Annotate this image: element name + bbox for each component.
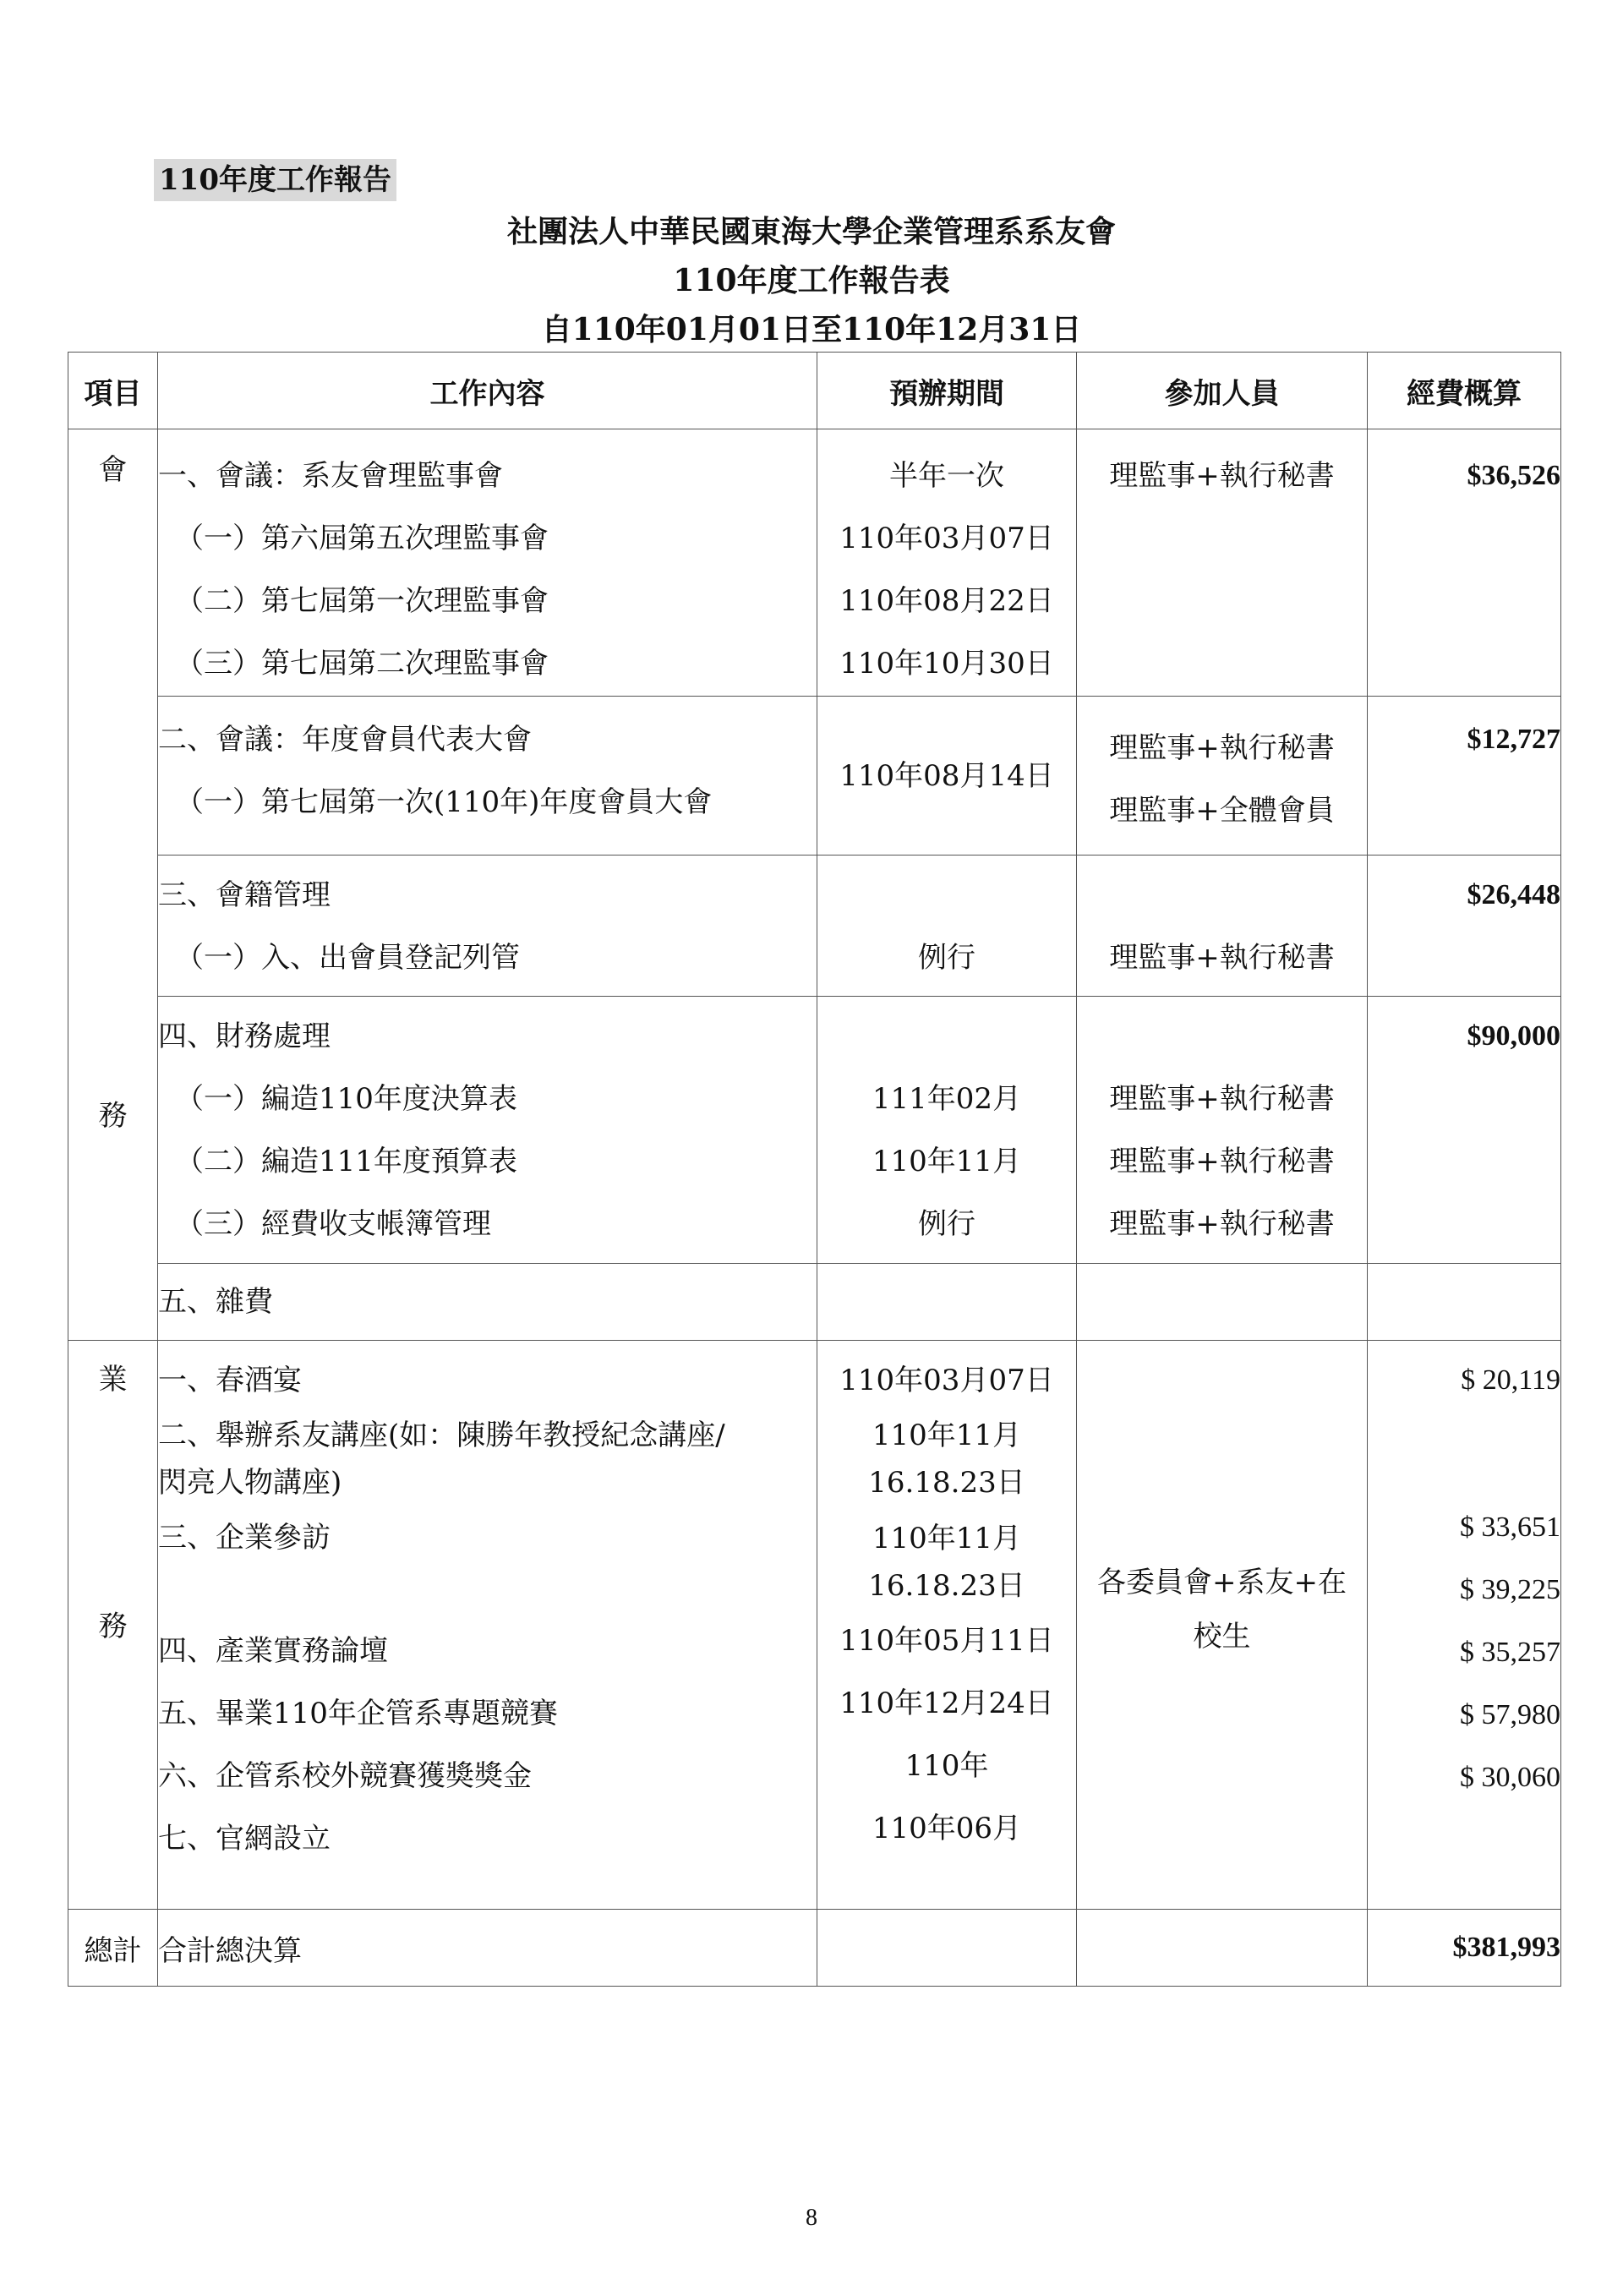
budget-amount: $ 39,225 [1460, 1574, 1560, 1605]
content-line: 五、畢業110年企管系專題競賽 [158, 1697, 558, 1730]
period-cell [817, 1910, 1077, 1987]
total-amount: $381,993 [1452, 1932, 1560, 1963]
category-char: 業 [98, 1363, 128, 1397]
org-title: 社團法人中華民國東海大學企業管理系系友會 [506, 214, 1116, 249]
content-line: 二、會議：年度會員代表大會 [158, 723, 532, 757]
report-period: 自110年01月01日至110年12月31日 [541, 312, 1082, 347]
total-label-cell [68, 1910, 158, 1987]
period-line: 110年08月22日 [839, 584, 1054, 618]
participants-line: 理監事+執行秘書 [1109, 731, 1335, 765]
period-line: 例行 [918, 941, 975, 975]
total-category: 總計 [84, 1933, 142, 1968]
period-line: 110年05月11日 [839, 1624, 1054, 1658]
period-line: 110年10月30日 [839, 647, 1054, 681]
budget-amount: $12,727 [1467, 724, 1560, 755]
content-cell [158, 1341, 817, 1910]
content-line: （二）編造111年度預算表 [175, 1145, 517, 1178]
content-line: 三、會籍管理 [158, 878, 331, 912]
participants-line: 理監事+全體會員 [1109, 794, 1335, 828]
total-row [68, 1910, 1561, 1987]
total-budget-cell [1368, 1910, 1561, 1987]
content-cell [158, 697, 817, 856]
content-line: （二）第七屆第一次理監事會 [175, 584, 549, 618]
budget-cell [1368, 856, 1561, 997]
participants-line: 理監事+執行秘書 [1109, 1082, 1335, 1116]
participants-line: 理監事+執行秘書 [1109, 941, 1335, 975]
content-line: 五、雜費 [158, 1285, 273, 1319]
period-line: 16.18.23日 [868, 1569, 1025, 1603]
work-report-table [68, 352, 1561, 1987]
content-line: （一）第七屆第一次(110年)年度會員大會 [175, 785, 713, 819]
col-header-period: 預辦期間 [817, 353, 1077, 429]
table-header-row [68, 353, 1561, 429]
period-line: 110年03月07日 [839, 522, 1054, 555]
budget-amount: $ 20,119 [1461, 1364, 1560, 1396]
period-line: 110年11月 [872, 1522, 1022, 1555]
table-row [68, 997, 1561, 1264]
budget-amount: $ 33,651 [1460, 1512, 1560, 1543]
col-header-participants: 參加人員 [1077, 353, 1368, 429]
period-line: 110年11月 [872, 1145, 1022, 1178]
content-line: 四、產業實務論壇 [158, 1634, 388, 1668]
category-char: 務 [98, 1099, 128, 1133]
budget-cell [1368, 429, 1561, 697]
content-line: （一）編造110年度決算表 [175, 1082, 517, 1116]
budget-cell [1368, 1264, 1561, 1341]
participants-cell [1077, 697, 1368, 856]
content-line: 七、官網設立 [158, 1822, 331, 1856]
content-line: （三）經費收支帳簿管理 [175, 1207, 491, 1241]
period-cell [817, 856, 1077, 997]
section-heading: 110年度工作報告 [154, 159, 396, 201]
content-cell [158, 429, 817, 697]
budget-amount: $36,526 [1467, 460, 1560, 491]
content-line: 二、舉辦系友講座(如：陳勝年教授紀念講座/ [158, 1419, 725, 1452]
period-line: 110年08月14日 [839, 758, 1054, 793]
participants-cell [1077, 1910, 1368, 1987]
period-line: 半年一次 [889, 459, 1004, 493]
content-cell [158, 856, 817, 997]
content-cell [158, 997, 817, 1264]
participants-line: 理監事+執行秘書 [1109, 1145, 1335, 1178]
period-cell [817, 429, 1077, 697]
participants-cell [1077, 1341, 1368, 1910]
period-cell [817, 1341, 1077, 1910]
table-row [68, 429, 1561, 697]
budget-amount: $90,000 [1467, 1020, 1560, 1052]
period-line: 110年11月 [872, 1419, 1022, 1452]
category-affairs [68, 429, 158, 1341]
period-line: 16.18.23日 [868, 1466, 1025, 1500]
participants-cell [1077, 856, 1368, 997]
content-line: 一、春酒宴 [158, 1364, 302, 1397]
content-line: （一）第六屆第五次理監事會 [175, 522, 549, 555]
content-cell [158, 1264, 817, 1341]
participants-cell [1077, 1264, 1368, 1341]
period-line: 110年03月07日 [839, 1364, 1054, 1397]
participants-line: 理監事+執行秘書 [1109, 459, 1335, 493]
table-row [68, 697, 1561, 856]
table-row [68, 856, 1561, 997]
total-content-cell [158, 1910, 817, 1987]
period-line: 例行 [918, 1207, 975, 1241]
participants-line: 理監事+執行秘書 [1109, 1207, 1335, 1241]
participants-cell [1077, 997, 1368, 1264]
period-line: 110年 [904, 1749, 989, 1783]
budget-amount: $ 35,257 [1460, 1637, 1560, 1668]
page-number: 8 [806, 2205, 817, 2231]
budget-amount: $ 57,980 [1460, 1699, 1560, 1730]
category-char: 會 [98, 453, 128, 487]
period-cell [817, 1264, 1077, 1341]
participants-cell [1077, 429, 1368, 697]
period-cell [817, 997, 1077, 1264]
content-line: 四、財務處理 [158, 1020, 331, 1053]
content-line: 六、企管系校外競賽獲獎獎金 [158, 1759, 532, 1793]
content-line: 一、會議：系友會理監事會 [158, 459, 503, 493]
budget-cell [1368, 1341, 1561, 1910]
budget-amount: $26,448 [1467, 879, 1560, 910]
period-line: 111年02月 [872, 1082, 1022, 1116]
col-header-content: 工作內容 [158, 353, 817, 429]
col-header-item: 項目 [68, 353, 158, 429]
period-line: 110年12月24日 [839, 1686, 1054, 1720]
budget-cell [1368, 697, 1561, 856]
table-row [68, 1264, 1561, 1341]
period-cell [817, 697, 1077, 856]
budget-cell [1368, 997, 1561, 1264]
participants-line: 各委員會+系友+在 [1097, 1566, 1347, 1599]
period-line: 110年06月 [872, 1812, 1022, 1845]
category-business [68, 1341, 158, 1910]
report-title: 110年度工作報告表 [673, 263, 950, 298]
col-header-budget: 經費概算 [1368, 353, 1561, 429]
content-line: 閃亮人物講座) [158, 1466, 342, 1500]
total-label: 合計總決算 [158, 1933, 302, 1968]
content-line: 三、企業參訪 [158, 1521, 331, 1555]
table-row [68, 1341, 1561, 1910]
content-line: （一）入、出會員登記列管 [175, 941, 520, 975]
category-char: 務 [98, 1610, 128, 1643]
content-line: （三）第七屆第二次理監事會 [175, 647, 549, 681]
participants-line: 校生 [1193, 1620, 1251, 1654]
budget-amount: $ 30,060 [1460, 1762, 1560, 1793]
